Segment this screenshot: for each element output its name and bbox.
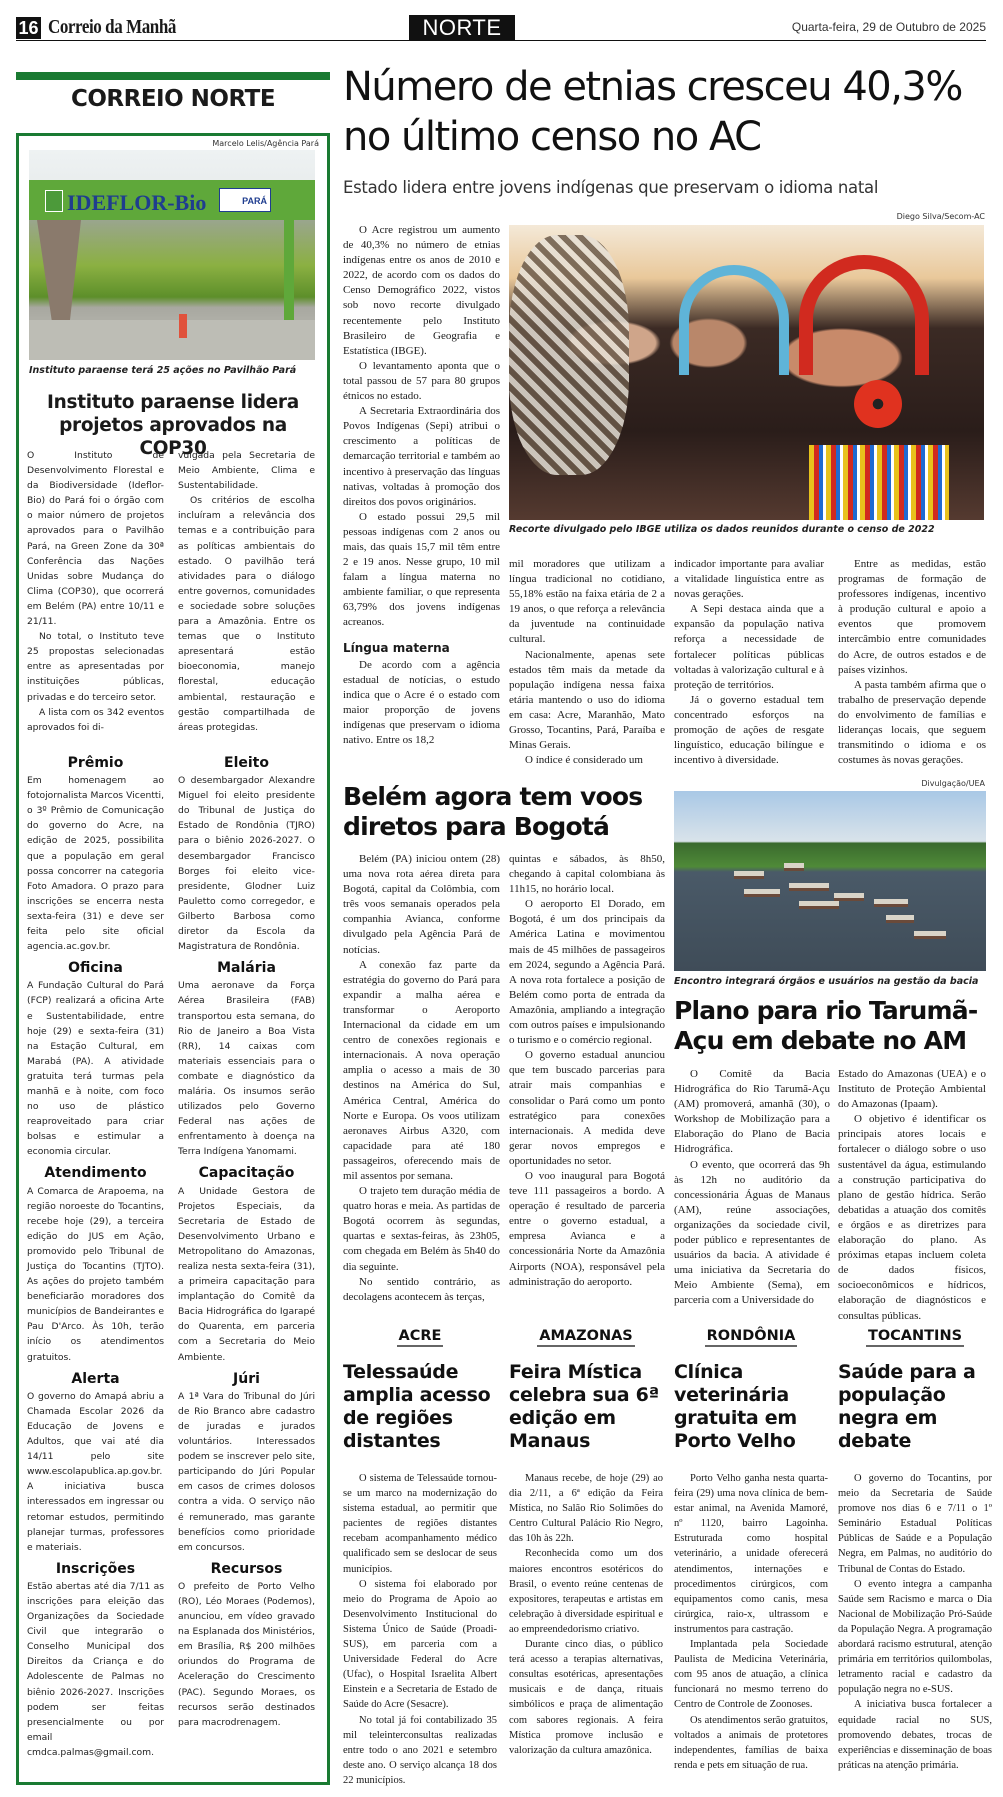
paragraph: A Sepi destaca ainda que a expansão da população nativa reforça a necessidade de fortalecer políticas públicas voltadas à valorização cultural e à proteção de territórios. xyxy=(674,603,824,691)
feather-earring xyxy=(854,380,902,428)
brief-headline: Feira Mística celebra sua 6ª edição em Manaus xyxy=(509,1361,659,1452)
note-text: A 1ª Vara do Tribunal do Júri de Rio Branco abre cadastro de juradas e jurados voluntários. Interessados podem se inscrever pelo site, participando do Júri Popular em casos de crimes dolosos contra a vida. O serviço não é remunerado, mas garante benefícios como prioridade em concursos. xyxy=(178,1390,315,1553)
paragraph: A iniciativa busca fortalecer a equidade racial no SUS, promovendo debates, trocas de experiências e disseminação de boas práticas na atenção primária. xyxy=(838,1699,992,1771)
sidebar-box xyxy=(16,133,330,1785)
belem-col2 xyxy=(509,852,665,1290)
note-text: O prefeito de Porto Velho (RO), Léo Moraes (Podemos), anunciou, em vídeo gravado na Esplanada dos Ministérios, em Brasília, R$ 200 milhões oriundos do Programa de Aceleração do Crescimento (PAC). Segundo Moraes, os recursos serão destinados para macrodrenagem. xyxy=(178,1580,315,1728)
note-text: O desembargador Alexandre Miguel foi eleito presidente do Tribunal de Justiça do Estado de Rondônia (TJRO) para o biênio 2026-2027. O desembargador Francisco Borges foi eleito vice-presidente, Glodner Luiz Pauletto como corregedor, e Gilberto Barbosa como diretor da Escola da Magistratura de Rondônia. xyxy=(178,775,315,953)
paragraph: mil moradores que utilizam a língua tradicional no cotidiano, 55,18% estão na faixa etária de 2 a 19 anos, o que reforça a relevância da juventude na continuidade cultural. xyxy=(509,558,665,646)
note-text: Estão abertas até dia 7/11 as inscrições para eleição das Organizações da Sociedade Civil que integrarão o Conselho Municipal dos Direitos da Criança e do Adolescente de Palmas no biênio 2026-2027. Inscrições podem ser feitas presencialmente ou por email cmdca.palmas@gmail.com. xyxy=(27,1580,164,1758)
paper-name: Correio da Manhã xyxy=(48,16,176,38)
note-malaria xyxy=(178,961,315,1159)
section-label: NORTE xyxy=(409,15,515,40)
brief-body xyxy=(838,1471,992,1773)
note-title: Eleito xyxy=(224,755,269,771)
paragraph: O sistema de Telessaúde tornou-se um marco na modernização do sistema estadual, ao permitir que pacientes de regiões distantes recebam acompanhamento médico qualificado sem se deslocar de seus municípios. xyxy=(343,1473,497,1575)
note-text: Uma aeronave da Força Aérea Brasileira (FAB) transportou esta semana, do Rio de Janeiro a Boa Vista (RR), 14 caixas com materiais essenciais para o combate e diagnóstico da malária. Os insumos serão utilizados pelo Governo Federal nas ações de enfrentamento à doença na Terra Indígena Yanomami. xyxy=(178,980,315,1158)
note-title: Oficina xyxy=(68,960,123,977)
paragraph: Nacionalmente, apenas sete estados têm mais da metade da população indígena nessa faixa etária mantendo o uso do idioma em casa: Acre, Maranhão, Mato Grosso, Tocantins, Pará, Paraíba e Minas Gerais. xyxy=(509,648,665,752)
paragraph: A conexão faz parte da estratégia do governo do Pará para expandir a malha aérea e transformar o Aeroporto Internacional da cidade em um centro de conexões regionais e internacionais. A nova operação amplia o acesso a mais de 30 destinos na América do Sul, América Central, América do Norte e Europa. Os voos utilizam aeronaves Airbus A320, com capacidade para até 180 passageiros, oferecendo mais de mil assentos por semana. xyxy=(343,958,500,1182)
paragraph: Porto Velho ganha nesta quarta-feira (29) uma nova clínica de bem-estar animal, na Avenida Mamoré, nº 1120, bairro Lagoinha. Estruturada como hospital veterinário, a unidade oferecerá atendimentos, internações e procedimentos cirúrgicos, com equipamentos como canis, mesa cirúrgica, raio-x, ultrassom e instrumentos para castração. xyxy=(674,1473,828,1635)
paragraph: O Acre registrou um aumento de 40,3% no número de etnias indígenas entre os anos de 2010 e 2022, de acordo com os dados do Censo Demográfico 2022, vistos sob novo recorte divulgado recentemente pelo Instituto Brasileiro de Geografia e Estatística (IBGE). xyxy=(343,224,500,357)
sidebar-headline: Instituto paraense lidera projetos aprovados na COP30 xyxy=(47,392,299,459)
photo-credit: Divulgação/UEA xyxy=(921,779,985,788)
paragraph: De acordo com a agência estadual de notícias, o estudo indica que o Acre é o estado com maior proporção de jovens indígenas que preservam o idioma nativo. Entre os 18,2 xyxy=(343,658,500,747)
brief-acre xyxy=(343,1328,497,1788)
note-capacitacao xyxy=(178,1166,315,1364)
taruma-col1 xyxy=(674,1067,830,1309)
note-title: Inscrições xyxy=(55,1560,136,1577)
floating-house xyxy=(744,889,780,897)
lead-col2 xyxy=(509,557,665,768)
masthead xyxy=(16,16,986,41)
photo-caption: Recorte divulgado pelo IBGE utiliza os dados reunidos durante o censo de 2022 xyxy=(509,524,935,535)
paragraph: O governo estadual anunciou que tem buscado parcerias para atrair mais companhias e consolidar o Pará como um ponto estratégico para conexões internacionais. A medida deve gerar novos empregos e oportunidades no setor. xyxy=(509,1049,665,1167)
ideflor-gate-photo xyxy=(29,150,315,360)
brief-body xyxy=(343,1471,497,1788)
photo-sign-text: IDEFLOR-Bio xyxy=(67,190,207,215)
paragraph: vulgada pela Secretaria de Meio Ambiente, Clima e Sustentabilidade. xyxy=(178,450,315,492)
note-eleito xyxy=(178,756,315,954)
sidebar-accent-bar xyxy=(16,72,330,80)
paragraph: O objetivo é identificar os principais atores locais e fortalecer o diálogo sobre o uso sustentável da água, estimulando a construção participativa do plano de gestão hídrica. Serão debatidas a atuação dos comitês e órgãos e as diretrizes para elaboração do plano. As próximas etapas incluem coleta de dados físicos, socioeconômicos e hídricos, elaboração de diagnósticos e consultas públicas. xyxy=(838,1113,986,1322)
brief-headline: Clínica veterinária gratuita em Porto Velho xyxy=(674,1361,797,1452)
brief-headline: Telessaúde amplia acesso de regiões distantes xyxy=(343,1361,491,1452)
floating-house xyxy=(789,883,829,891)
paragraph: O sistema foi elaborado por meio do Programa de Apoio ao Desenvolvimento Institucional do Sistema Único de Saúde (Proadi-SUS), em parceria com a Universidade Federal do Acre (Ufac), o Hospital Israelita Albert Einstein e a Secretaria de Estado de Saúde do Acre (Sesacre). xyxy=(343,1578,497,1711)
floating-house xyxy=(784,863,804,871)
brief-body xyxy=(509,1471,663,1758)
note-text: Em homenagem ao fotojornalista Marcos Vicentti, o 3º Prêmio de Comunicação do governo do Acre, na edição de 2025, possibilita que a população em geral possa concorrer na categoria Foto Amadora. O prazo para inscrições se encerra nesta sexta-feira (31) e deve ser feita pelo site oficial agencia.ac.gov.br. xyxy=(27,775,164,953)
paragraph: O trajeto tem duração média de quatro horas e meia. As partidas de Bogotá ocorrem às segundas, quartas e sextas-feiras, às 23h05, com chegada em Belém às 5h40 do dia seguinte. xyxy=(343,1185,500,1273)
sidebar-title: CORREIO NORTE xyxy=(70,86,276,112)
paragraph: O índice é considerado um xyxy=(525,754,643,767)
note-oficina xyxy=(27,961,164,1159)
state-label-text: ACRE xyxy=(397,1328,444,1347)
paragraph: No total já foi contabilizado 35 mil teleinterconsultas realizadas entre todo o ano 2021 e setembro deste ano. O serviço alcança 18 dos 22 municípios. xyxy=(343,1714,497,1786)
paragraph: Já o governo estadual tem concentrado esforços na promoção de ações de resgate linguístico, educação bilíngue e incentivo à diversidade. xyxy=(674,693,824,767)
state-label xyxy=(838,1328,992,1347)
belem-headline: Belém agora tem voos diretos para Bogotá xyxy=(343,782,643,841)
paragraph: No sentido contrário, as decolagens acontecem às terças, xyxy=(343,1275,500,1303)
paragraph: O Comitê da Bacia Hidrográfica do Rio Tarumã-Açu (AM) promoverá, amanhã (30), o Workshop de Mobilização para a Elaboração do Plano de Bacia Hidrográfica. xyxy=(674,1068,830,1156)
brief-amazonas xyxy=(509,1328,663,1758)
note-juri xyxy=(178,1372,315,1555)
note-text: O governo do Amapá abriu a Chamada Escolar 2026 da Educação de Jovens e Adultos, que vai até dia 14/11 pelo site www.escolapublica.ap.gov.br. A iniciativa busca interessados em ingressar ou retomar estudos, permitindo planejar turmas, professores e materiais. xyxy=(27,1390,164,1553)
paragraph: Implantada pela Sociedade Paulista de Medicina Veterinária, com 95 anos de atuação, a clínica funcionará no mesmo terreno do Centro de Controle de Zoonoses. xyxy=(674,1639,828,1711)
note-text: A Comarca de Arapoema, na região noroeste do Tocantins, recebe hoje (29), a terceira edição do JUS em Ação, promovido pelo Tribunal de Justiça do Tocantins (TJTO). As ações do projeto também beneficiarão moradores dos municípios de Bandeirantes e Pau D'Arco. Às 10h, terão início os atendimentos gratuitos. xyxy=(27,1185,164,1363)
paragraph: Manaus recebe, de hoje (29) ao dia 2/11, a 6ª edição da Feira Mística, no Salão Rio Solimões do Centro Cultural Palácio Rio Negro, das 10h às 22h. xyxy=(509,1473,663,1545)
note-atendimento xyxy=(27,1166,164,1364)
note-title: Alerta xyxy=(71,1370,120,1387)
brief-headline: Saúde para a população negra em debate xyxy=(838,1361,976,1452)
note-alerta xyxy=(27,1372,164,1555)
paragraph: quintas e sábados, às 8h50, chegando à capital colombiana às 11h15, no horário local. xyxy=(509,853,665,896)
paragraph: indicador importante para avaliar a vitalidade linguística entre as novas gerações. xyxy=(674,558,824,601)
paragraph: Entre as medidas, estão programas de formação de professores indígenas, incentivo à produção cultural e apoio a eventos que promovem intercâmbio entre comunidades do Acre, de outros estados e de países vizinhos. xyxy=(838,558,986,676)
state-label-text: RONDÔNIA xyxy=(705,1328,798,1347)
paragraph: O evento, que ocorrerá das 9h às 12h no auditório da concessionária Águas de Manaus (AM), reúne associações, organizações da sociedade civil, poder público e representantes de usuários da bacia. A atividade é uma iniciativa da Secretaria do Meio Ambiente (Sema), em parceria com a Universidade do xyxy=(674,1158,830,1307)
photo-credit: Marcelo Lelis/Agência Pará xyxy=(212,139,319,148)
taruma-headline: Plano para rio Tarumã-Açu em debate no AM xyxy=(674,996,978,1055)
issue-date: Quarta-feira, 29 de Outubro de 2025 xyxy=(791,20,986,34)
headdress-red xyxy=(799,255,929,375)
paragraph: Os critérios de escolha incluíram a relevância dos temas e a contribuição para as políticas ambientais do estado. O pavilhão terá atividades para o diálogo entre governos, comunidades e sociedade sobre soluções para a Amazônia. Entre os temas que o Instituto apresentará estão bioeconomia, manejo florestal, educação ambiental, restauração e gestão compartilhada de áreas protegidas. xyxy=(178,495,316,733)
note-title: Prêmio xyxy=(67,755,124,771)
floating-house xyxy=(834,893,864,901)
paragraph: O estado possui 29,5 mil pessoas indígenas com 2 anos ou mais, das quais 15,7 mil têm entre 2 e 19 anos. Nesse grupo, 10 mil falam a língua materna no ambiente familiar, o que representa 63,79% dos jovens indígenas acreanos. xyxy=(343,510,500,629)
sidebar-notes-col1 xyxy=(27,756,164,1760)
tree-logo-icon xyxy=(45,190,63,212)
note-text: A Fundação Cultural do Pará (FCP) realizará a oficina Arte e Sustentabilidade, entre hoje (29) e sexta-feira (31) na Estação Cultural, em Marabá (PA). A atividade gratuita terá turmas pela manhã e à noite, com foco no uso de plástico reaproveitado para criar bolsas e estimular a economia circular. xyxy=(27,980,164,1158)
note-recursos xyxy=(178,1562,315,1730)
paragraph: Reconhecida como um dos maiores encontros esotéricos do Brasil, o evento reúne centenas de expositores, terapeutas e artistas em celebração à diversidade espiritual e ao empreendedorismo criativo. xyxy=(509,1548,663,1635)
note-inscricoes xyxy=(27,1562,164,1760)
lead-col3 xyxy=(674,557,824,768)
note-text: A Unidade Gestora de Projetos Especiais, da Secretaria de Estado de Desenvolvimento Urbano e Metropolitano do Amazonas, realiza nesta sexta-feira (31), a primeira capacitação para implantação do Comitê da Bacia Hidrográfica do Igarapé do Quarenta, em parceria com a Secretaria do Meio Ambiente. xyxy=(178,1185,315,1363)
bead-necklace xyxy=(809,445,949,520)
state-label-text: AMAZONAS xyxy=(537,1328,635,1347)
paragraph: O levantamento aponta que o total passou de 57 para 80 grupos étnicos no estado. xyxy=(343,359,500,403)
floating-house xyxy=(734,871,764,879)
note-title: Júri xyxy=(233,1370,260,1387)
state-label-text: TOCANTINS xyxy=(866,1328,964,1347)
taruma-col2 xyxy=(838,1067,986,1324)
brief-body xyxy=(674,1471,828,1773)
photo-caption: Instituto paraense terá 25 ações no Pavilhão Pará xyxy=(29,365,297,376)
feathers xyxy=(509,235,629,475)
brief-rondonia xyxy=(674,1328,828,1773)
state-label xyxy=(343,1328,497,1347)
floating-house xyxy=(799,901,839,909)
floating-house xyxy=(914,931,946,939)
sidebar-notes-col2 xyxy=(178,756,315,1730)
state-label xyxy=(674,1328,828,1347)
paragraph: O governo do Tocantins, por meio da Secretaria de Saúde promove nos dias 6 e 7/11 o 1º Seminário Estadual Políticas Públicas de Saúde e a População Negra, em Palmas, no auditório do Tribunal de Contas do Estado. xyxy=(838,1473,992,1575)
paragraph: A lista com os 342 eventos aprovados foi di- xyxy=(27,706,164,733)
floating-house xyxy=(886,915,914,923)
floating-house xyxy=(874,899,908,907)
paragraph: Durante cinco dias, o público terá acesso a terapias alternativas, consultas esotéricas, apresentações musicais e de dança, rituais simbólicos e praça de alimentação com sabores regionais. A feira Mística promove inclusão e valorização da cultura amazônica. xyxy=(509,1639,663,1756)
page-number: 16 xyxy=(16,17,41,39)
lead-subhead: Língua materna xyxy=(343,640,450,655)
paragraph: O Instituto de Desenvolvimento Florestal e da Biodiversidade (Ideflor-Bio) do Pará foi o órgão com o maior número de projetos aprovados para o Pavilhão Pará, na Green Zone da 30ª Conferência das Nações Unidas sobre Mudança do Clima (COP30), que ocorrerá em Belém (PA) entre 10/11 e 21/11. xyxy=(27,450,164,628)
lead-subheadline: Estado lidera entre jovens indígenas que preservam o idioma natal xyxy=(343,178,879,197)
state-label xyxy=(509,1328,663,1347)
lead-headline: Número de etnias cresceu 40,3% no último censo no AC xyxy=(343,64,962,160)
paragraph: A Secretaria Extraordinária dos Povos Indígenas (Sepi) atribui o crescimento a políticas de demarcação territorial e também ao incentivo à preservação das línguas nativas, voltadas à promoção dos direitos dos povos originários. xyxy=(343,405,500,508)
photo-caption: Encontro integrará órgãos e usuários na gestão da bacia xyxy=(674,976,979,987)
note-title: Capacitação xyxy=(198,1165,295,1182)
paragraph: Belém (PA) iniciou ontem (28) uma nova rota aérea direta para Bogotá, capital da Colômbia, com três voos semanais operados pela companhia Avianca, conforme divulgado pela Agência Pará de notícias. xyxy=(343,853,500,956)
sidebar-lead-col2 xyxy=(178,448,315,735)
paragraph: A pasta também afirma que o trabalho de preservação depende do envolvimento de famílias e lideranças locais, que seguem transmitindo o idioma e os costumes às novas gerações. xyxy=(838,678,986,767)
brief-tocantins xyxy=(838,1328,992,1773)
river-aerial-photo xyxy=(674,791,986,971)
headdress-blue xyxy=(679,265,789,375)
note-title: Atendimento xyxy=(44,1165,147,1182)
lead-col1 xyxy=(343,223,500,748)
sidebar-lead-col1 xyxy=(27,448,164,735)
paragraph: O evento integra a campanha Saúde sem Racismo e marca o Dia Nacional de Mobilização Pró-Saúde da População Negra. A programação abordará racismo estrutural, atenção primária em territórios quilombolas, letramento racial e cadastro da população negra no e-SUS. xyxy=(838,1578,992,1696)
photo-credit: Diego Silva/Secom-AC xyxy=(896,212,985,221)
paragraph: O aeroporto El Dorado, em Bogotá, é um dos principais da América Latina e movimentou mais de 45 milhões de passageiros em 2024, segundo a Agência Pará. A nova rota fortalece a posição de Belém como porta de entrada da Amazônia, ampliando a integração com outros países e impulsionando o turismo e o comércio regional. xyxy=(509,898,665,1047)
paragraph: Os atendimentos serão gratuitos, voltados a animais de protetores independentes, famílias de baixa renda e pets em situação de rua. xyxy=(674,1714,828,1771)
note-title: Recursos xyxy=(210,1560,283,1577)
belem-col1 xyxy=(343,852,500,1305)
paragraph: No total, o Instituto teve 25 propostas selecionadas entre as apresentadas por instituições públicas, privadas e do terceiro setor. xyxy=(27,631,164,703)
note-premio xyxy=(27,756,164,954)
paragraph: O voo inaugural para Bogotá teve 111 passageiros a bordo. A operação é resultado de parceria entre o governo estadual, a empresa Avianca e a concessionária Norte da Amazônia Airports (NOA), responsável pela administração do aeroporto. xyxy=(509,1169,665,1288)
note-title: Malária xyxy=(217,960,276,977)
traffic-cone xyxy=(179,314,187,338)
road xyxy=(29,320,315,360)
para-badge: PARÁ xyxy=(219,188,271,212)
indigenous-women-photo xyxy=(509,225,984,520)
paragraph: Estado do Amazonas (UEA) e o Instituto de Proteção Ambiental do Amazonas (Ipaam). xyxy=(838,1068,986,1111)
lead-col4 xyxy=(838,557,986,768)
